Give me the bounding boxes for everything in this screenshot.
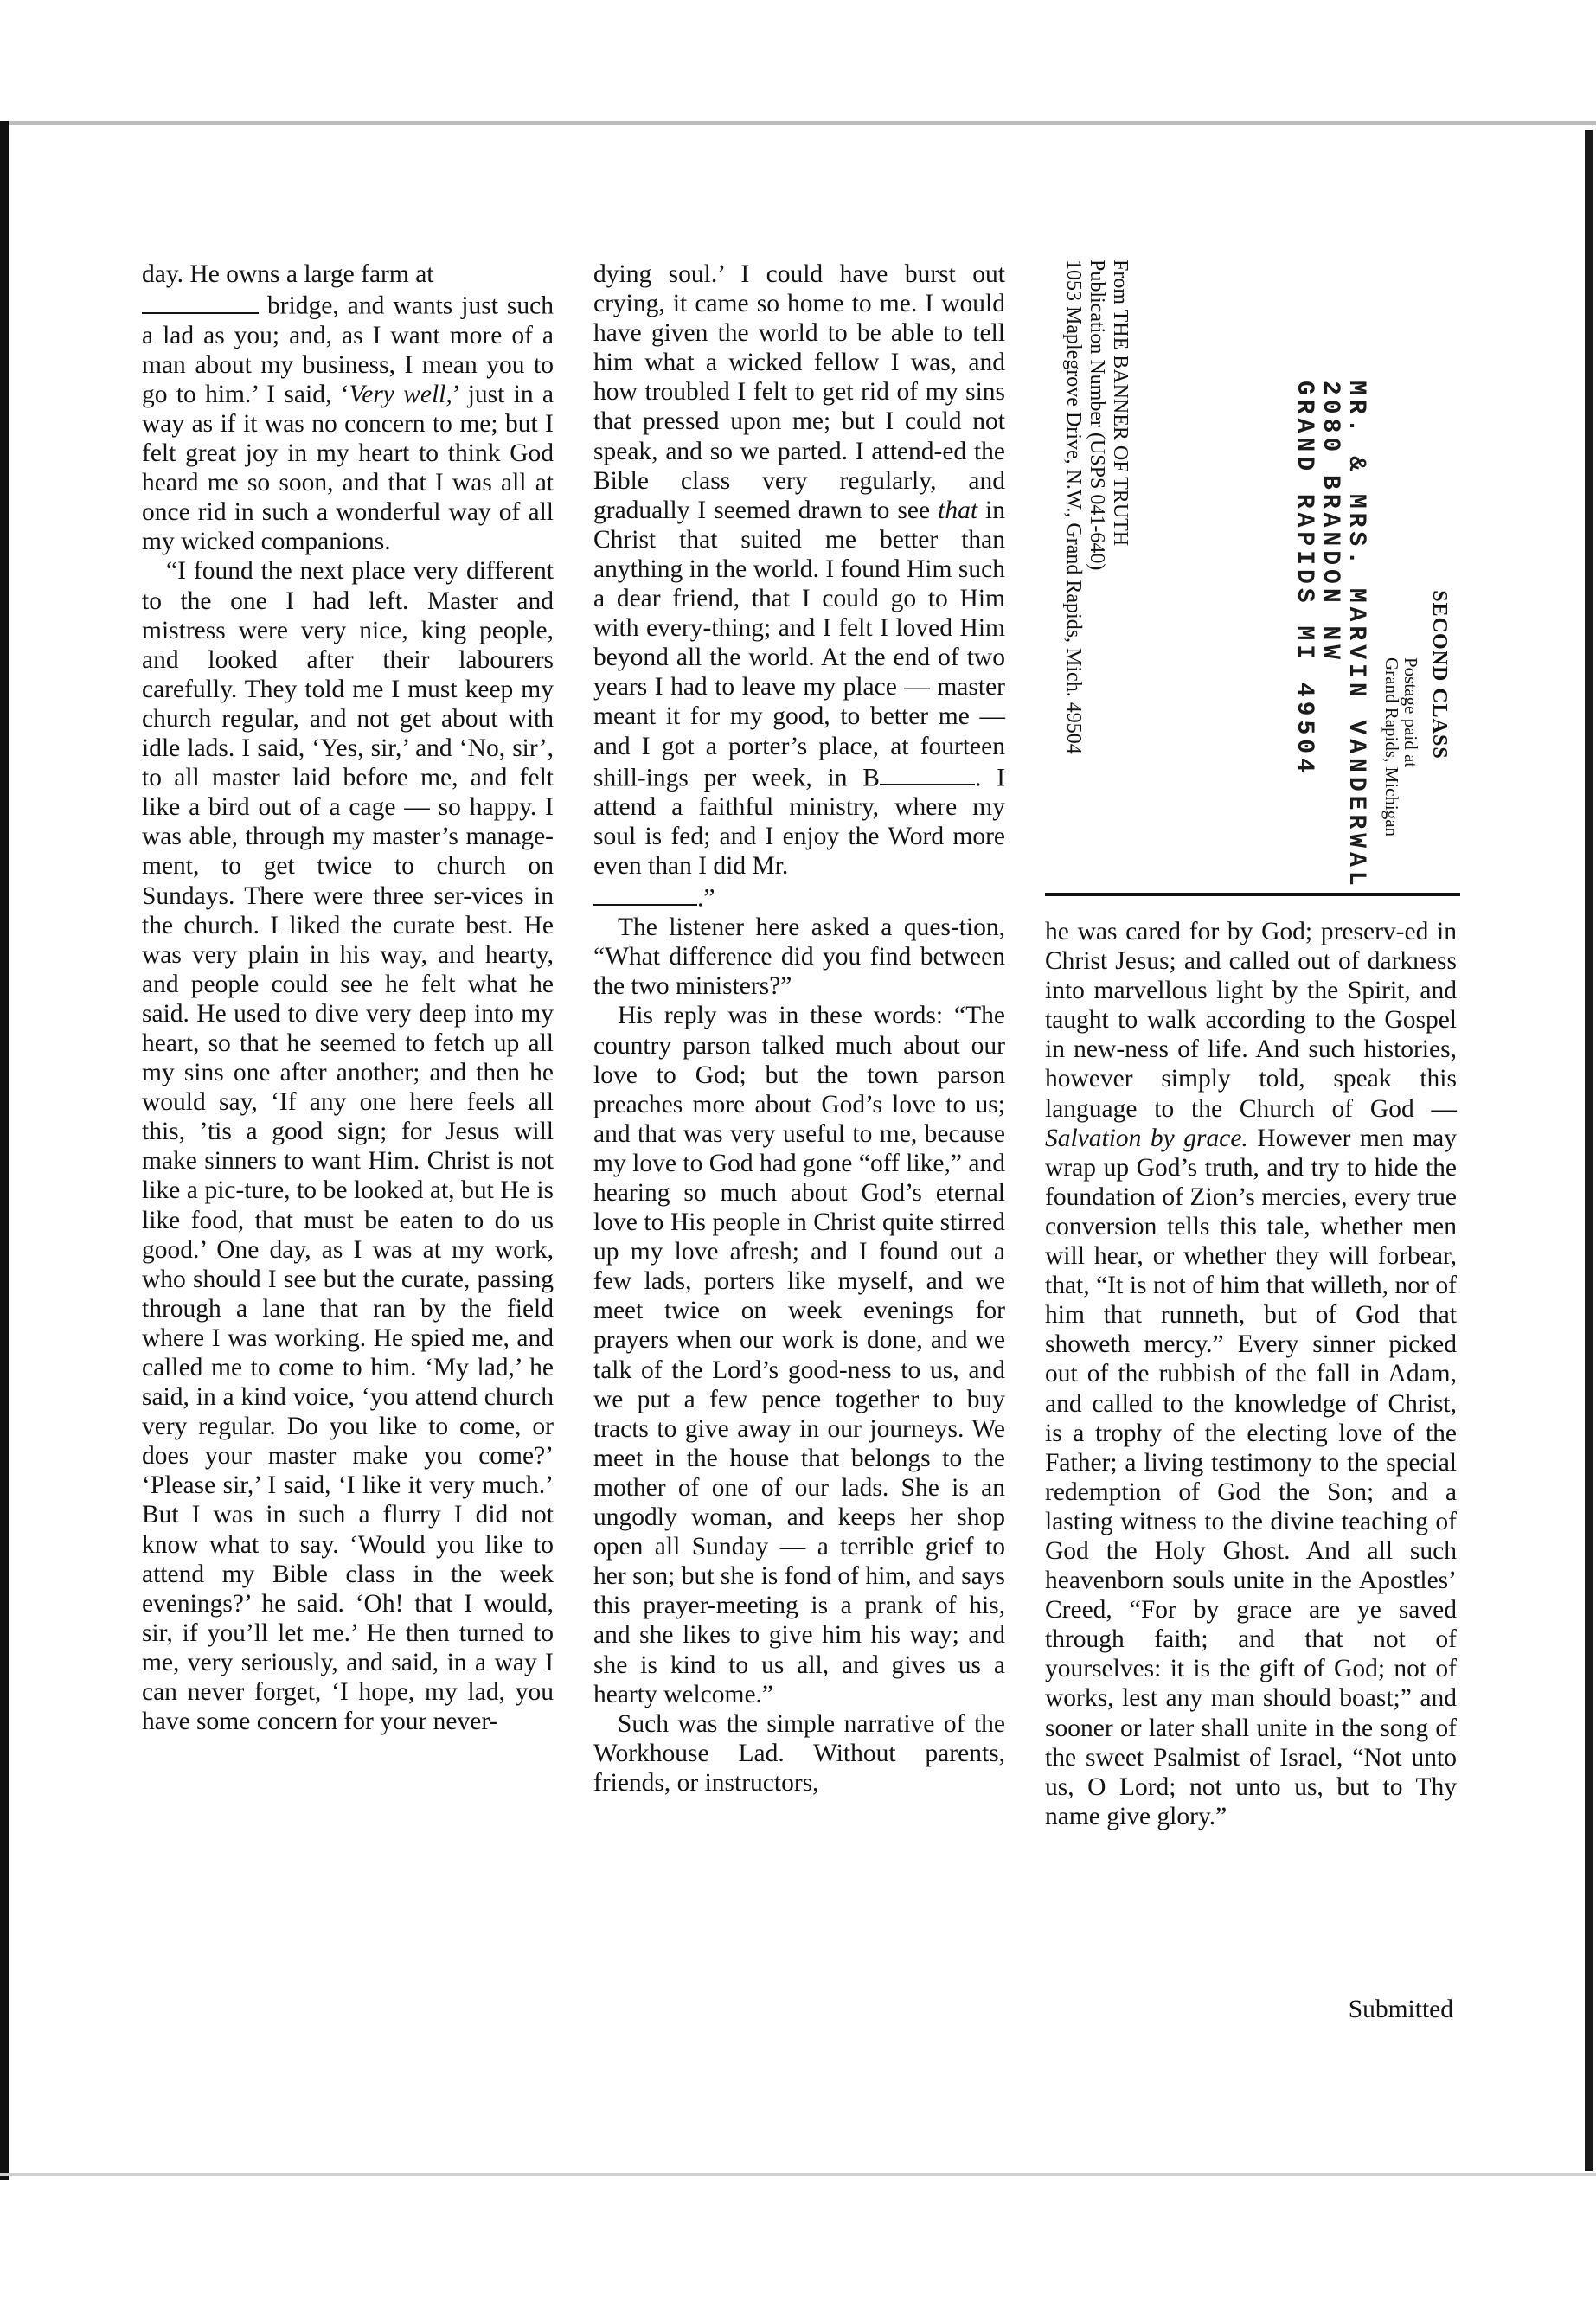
- text-column-2: [593, 260, 1005, 1798]
- postage-line-1: Postage paid at: [1401, 657, 1421, 768]
- column-1-paragraph-1: [142, 260, 554, 556]
- label-name: MR. & MRS. MARVIN VANDERWAL: [1343, 381, 1369, 890]
- publisher-block: [1061, 260, 1131, 754]
- column-2-paragraph-4: Such was the simple narrative of the Workhouse Lad. Without parents, friends, or instructors,: [593, 1709, 1005, 1797]
- publisher-name: From THE BANNER OF TRUTH: [1109, 260, 1131, 547]
- page-edge-right: [1585, 130, 1593, 2171]
- col2-p1-end: .”: [697, 884, 715, 913]
- col1-p1-end: ’ just in a way as if it was no concern to me; but I felt great joy in my heart to think God heard me so soon, and that I was all at once rid in such a wonderful way of all my wicked companions.: [142, 380, 554, 556]
- text-column-3: [1045, 917, 1457, 1831]
- publisher-address: 1053 Maplegrove Drive, N.W., Grand Rapids, Mich. 49504: [1062, 260, 1085, 754]
- column-2-paragraph-3: His reply was in these words: “The country parson talked much about our love to God; but the town parson preaches more about God’s love to us; and that was very useful to me, because my love to God had gone “off like,” and hearing so much about God’s eternal love to His people in Christ quite stirred up my love afresh; and I found out a few lads, porters like myself, and we meet twice on week evenings for prayers when our work is done, and we talk of the Lord’s good-ness to us, and we put a few pence together to buy tracts to give away in our journeys. We meet in the house that belongs to the mother of one of our lads. She is an ungodly woman, and keeps her shop open all Sunday — a terrible grief to her son; but she is fond of him, and says this prayer-meeting is a prank of his, and she likes to give him his way; and she is kind to us all, and gives us a hearty welcome.”: [593, 1002, 1005, 1708]
- col2-p1-text: in Christ that suited me better than anything in the world. I found Him such a dear friend, that I could go to Him with every-thing; and I felt I loved Him beyond all the world. At the end of two years I had to leave my place — master meant it for my good, to better me — and I got a porter’s place, at fourteen shill-ings per week, in B: [593, 496, 1005, 792]
- postage-note: [1382, 657, 1420, 836]
- mailing-label: [1291, 381, 1368, 890]
- column-2-paragraph-1: [593, 260, 1005, 913]
- mailing-divider: [1045, 893, 1460, 896]
- blank-line: [142, 289, 259, 314]
- col3-p1-start: he was cared for by God; preserv-ed in Christ Jesus; and called out of darkness into marvellous light by the Spirit, and taught to walk according to the Gospel in new-ness of life. And such histories, however simply told, speak this language to the Church of God —: [1045, 918, 1457, 1123]
- col3-p1-emphasis: Salvation by grace.: [1045, 1124, 1248, 1152]
- col1-p1-text: bridge, and wants just such a lad as you; and, as I want more of a man about my business, I mean you to go to him.’ I said, ‘: [142, 292, 554, 408]
- postage-line-2: Grand Rapids, Michigan: [1381, 657, 1402, 837]
- page-edge-left: [0, 121, 9, 2180]
- text-column-1: [142, 260, 554, 1736]
- col2-p1-emphasis: that: [938, 496, 978, 524]
- page-edge-top: [0, 121, 1596, 125]
- col3-p1-end: However men may wrap up God’s truth, and try to hide the foundation of Zion’s mercies, every true conversion tells this tale, whether men will hear, or whether they will forbear, that, “It is not of him that willeth, nor of him that runneth, but of God that showeth mercy.” Every sinner picked out of the rubbish of the fall in Adam, and called to the knowledge of Christ, is a trophy of the electing love of the Father; a living testimony to the special redemption of God the Son; and a lasting witness to the divine teaching of God the Holy Ghost. And all such heavenborn souls unite in the Apostles’ Creed, “For by grace are ye saved through faith; and that not of yourselves: it is the gift of God; not of works, lest any man should boast;” and sooner or later shall unite in the song of the sweet Psalmist of Israel, “Not unto us, O Lord; not unto us, but to Thy name give glory.”: [1045, 1124, 1457, 1830]
- column-2-paragraph-2: The listener here asked a ques-tion, “What difference did you find between the two ministers?”: [593, 913, 1005, 1001]
- publication-number: Publication Number (USPS 041-640): [1086, 260, 1108, 571]
- blank-line: [880, 761, 975, 786]
- col2-p1-start: dying soul.’ I could have burst out crying, it came so home to me. I would have given the world to be able to tell him what a wicked fellow I was, and how troubled I felt to get rid of my sins that pressed upon me; but I could not speak, and so we parted. I attend-ed the Bible class very regularly, and gradually I seemed drawn to see: [593, 260, 1005, 524]
- col1-p1-start: day. He owns a large farm at: [142, 260, 434, 288]
- column-3-paragraph-1: [1045, 917, 1457, 1831]
- col2-p1-text-2: . I attend a faithful ministry, where my soul is fed; and I enjoy the Word more even than I did Mr.: [593, 764, 1005, 881]
- blank-line: [593, 881, 697, 907]
- second-class-mark: SECOND CLASS: [1428, 590, 1451, 760]
- signoff: Submitted: [1348, 1996, 1453, 2023]
- page-edge-bottom: [0, 2173, 1596, 2176]
- column-1-paragraph-2: “I found the next place very different to the one I had left. Master and mistress were very nice, king people, and looked after their labourers carefully. They told me I must keep my church regular, and not get about with idle lads. I said, ‘Yes, sir,’ and ‘No, sir’, to all master laid before me, and felt like a bird out of a cage — so happy. I was able, through my master’s manage-ment, to get twice to church on Sundays. There were three ser-vices in the church. I liked the curate best. He was very plain in his way, and hearty, and people could see he felt what he said. He used to dive very deep into my heart, so that he seemed to fetch up all my sins one after another; and then he would say, ‘If any one here feels all this, ’tis a good sign; for Jesus will make sinners to want Him. Christ is not like a pic-ture, to be looked at, but He is like food, that must be eaten to do us good.’ One day, as I was at my work, who should I see but the curate, passing through a lane that ran by the field where I was working. He spied me, and called me to come to him. ‘My lad,’ he said, in a kind voice, ‘you attend church very regular. Do you like to come, or does your master make you come?’ ‘Please sir,’ I said, ‘I like it very much.’ But I was in such a flurry I did not know what to say. ‘Would you like to attend my Bible class in the week evenings?’ he said. ‘Oh! that I would, sir, if you’ll let me.’ He then turned to me, very seriously, and said, in a way I can never forget, ‘I hope, my lad, you have some concern for your never-: [142, 557, 554, 1736]
- label-city: GRAND RAPIDS MI 49504: [1291, 381, 1317, 777]
- label-street: 2080 BRANDON NW: [1317, 381, 1343, 664]
- col1-p1-emphasis: Very well,: [349, 380, 452, 408]
